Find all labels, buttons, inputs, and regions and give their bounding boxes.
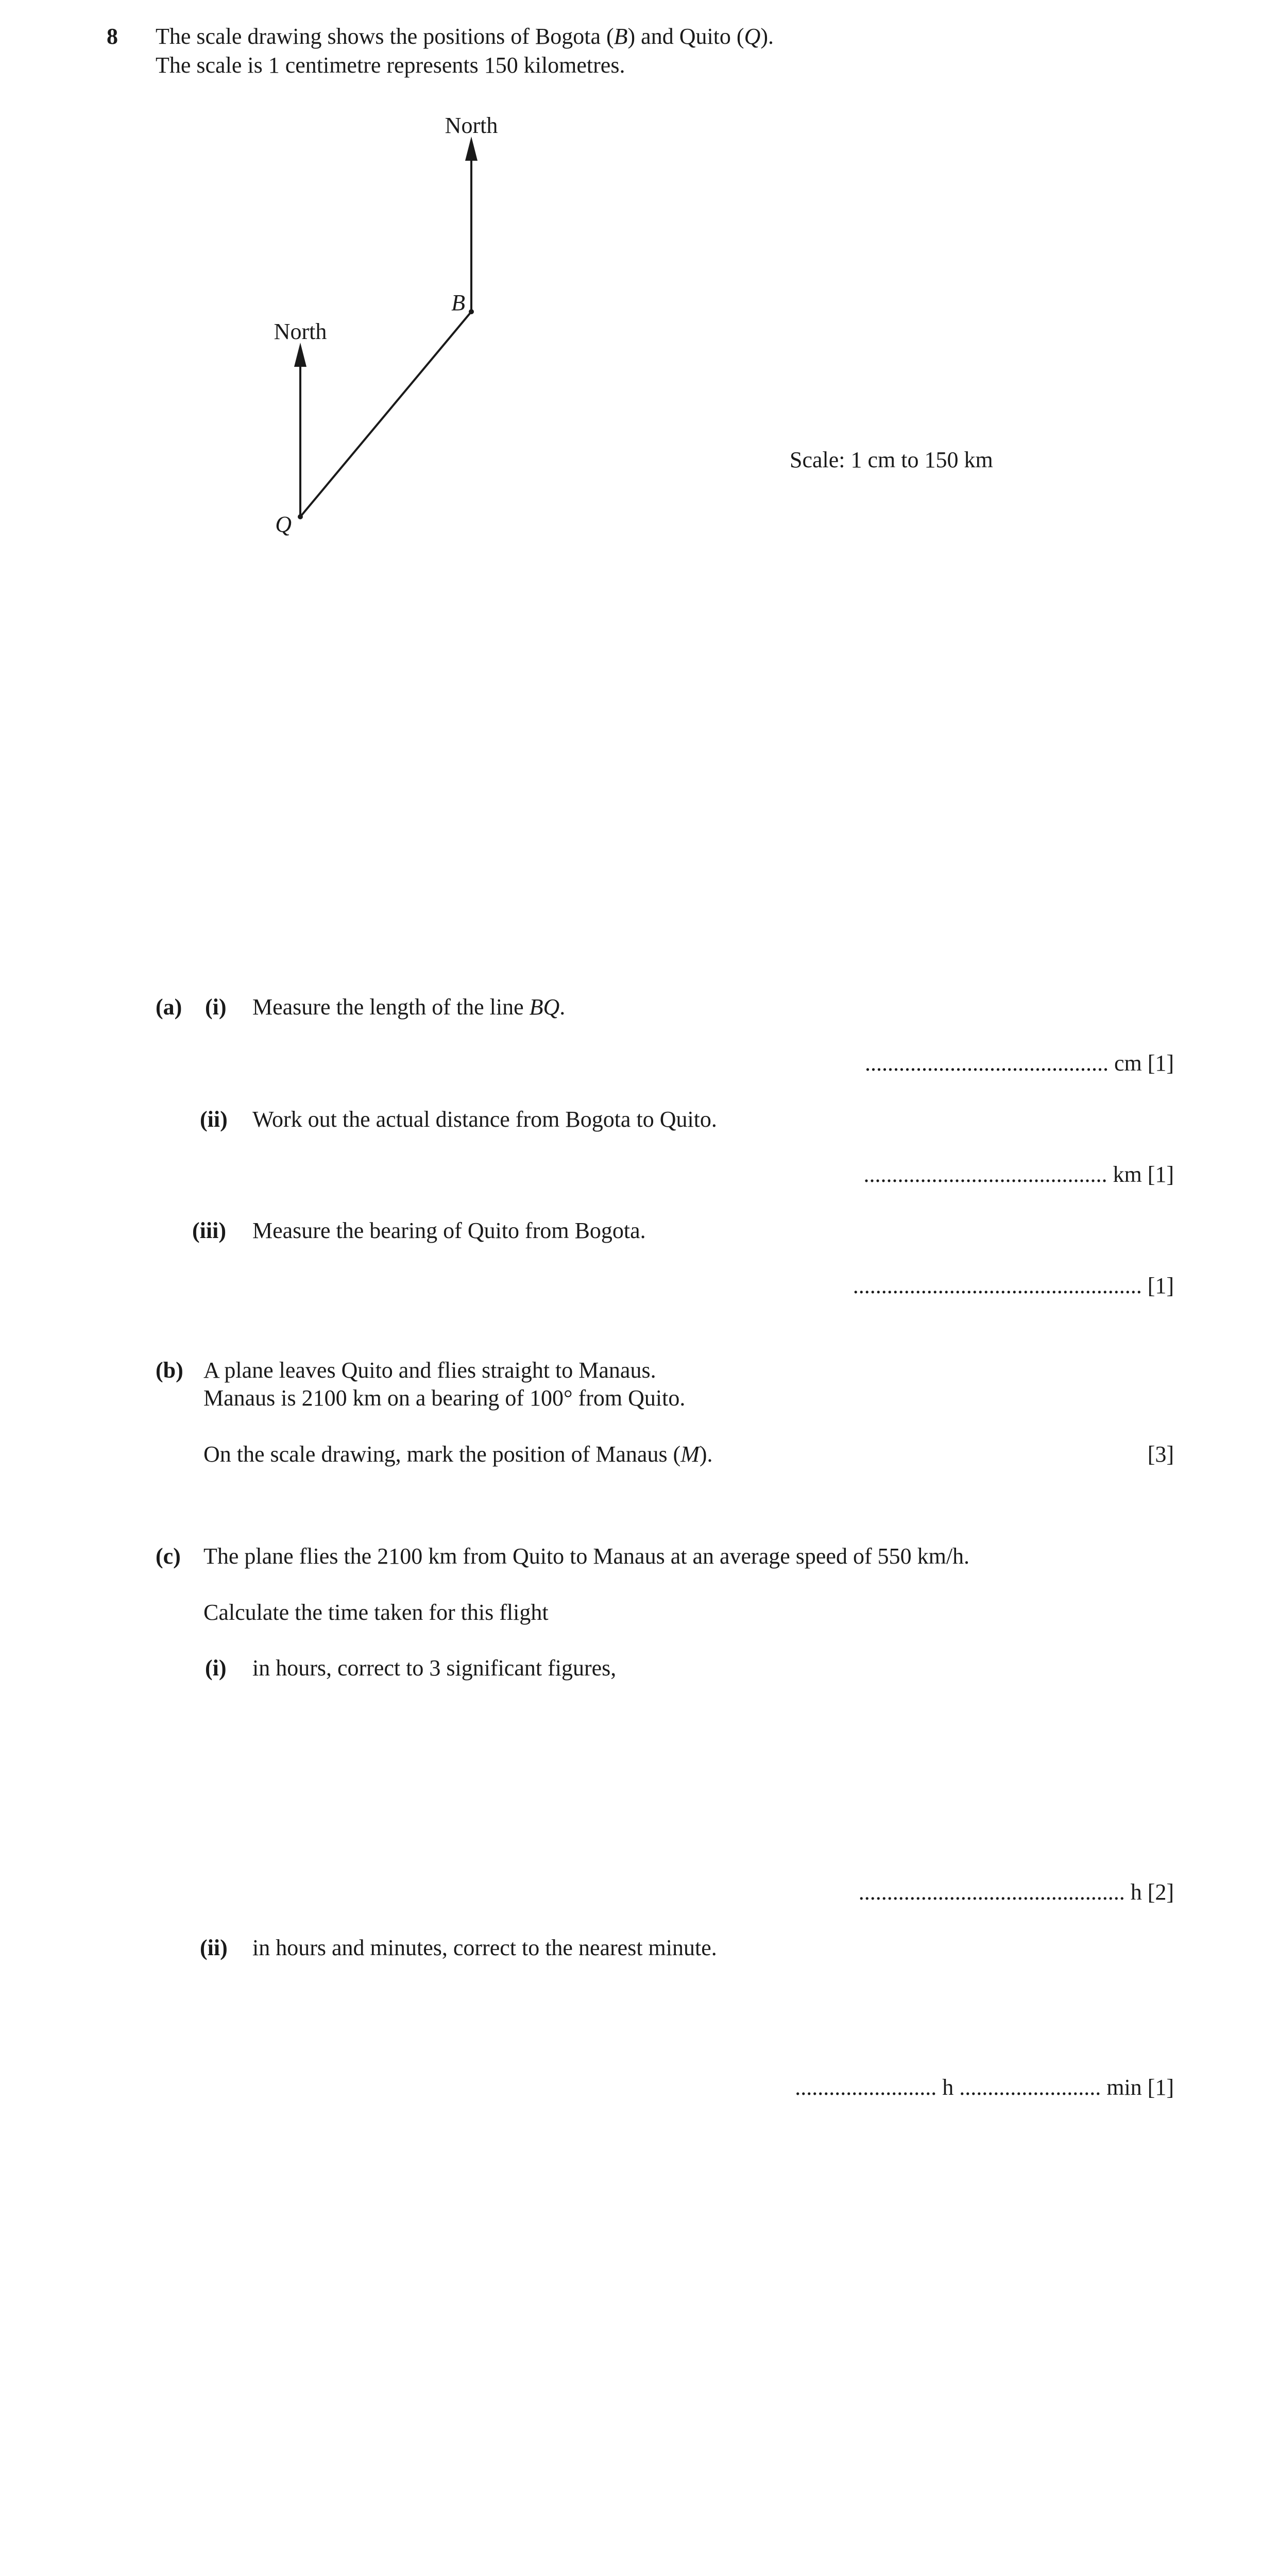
question-intro-line-1: The scale drawing shows the positions of Bogota (B) and Quito (Q). bbox=[156, 24, 774, 49]
label-b: B bbox=[451, 290, 465, 315]
north-arrowhead-q bbox=[294, 343, 306, 367]
part-b-label: (b) bbox=[156, 1358, 183, 1383]
part-b-line-1: A plane leaves Quito and flies straight to Manaus. bbox=[203, 1358, 656, 1383]
part-c-ii-text: in hours and minutes, correct to the nearest minute. bbox=[252, 1935, 717, 1960]
answer-line-a-i[interactable]: ........................................... cm [1] bbox=[864, 1050, 1174, 1076]
label-q: Q bbox=[275, 512, 292, 537]
scale-label: Scale: 1 cm to 150 km bbox=[790, 447, 993, 472]
part-b-marks: [3] bbox=[1147, 1442, 1174, 1467]
answer-line-c-i[interactable]: ............................................... h [2] bbox=[858, 1879, 1174, 1905]
part-a-iii-text: Measure the bearing of Quito from Bogota. bbox=[252, 1218, 646, 1243]
part-c-line-1: The plane flies the 2100 km from Quito to Manaus at an average speed of 550 km/h. bbox=[203, 1544, 970, 1569]
north-label-b: North bbox=[445, 113, 498, 138]
answer-line-a-ii[interactable]: ........................................... km [1] bbox=[863, 1162, 1174, 1187]
part-c-ii-label: (ii) bbox=[200, 1935, 228, 1960]
north-arrowhead-b bbox=[465, 137, 478, 161]
north-label-q: North bbox=[274, 319, 327, 344]
part-b-line-2: Manaus is 2100 km on a bearing of 100° from Quito. bbox=[203, 1385, 686, 1411]
part-a-i-label: (i) bbox=[205, 994, 227, 1020]
part-a-label: (a) bbox=[156, 994, 182, 1020]
part-a-ii-label: (ii) bbox=[200, 1107, 228, 1132]
answer-line-c-ii[interactable]: ......................... h ......................... min [1] bbox=[795, 2075, 1174, 2100]
question-number: 8 bbox=[107, 24, 118, 49]
part-c-label: (c) bbox=[156, 1544, 181, 1569]
answer-line-a-iii[interactable]: ................................................... [1] bbox=[853, 1273, 1174, 1298]
part-c-line-2: Calculate the time taken for this flight bbox=[203, 1600, 549, 1625]
part-a-iii-label: (iii) bbox=[192, 1218, 226, 1243]
point-b bbox=[469, 309, 474, 314]
scale-drawing bbox=[0, 0, 1278, 567]
point-q bbox=[298, 514, 303, 519]
part-a-ii-text: Work out the actual distance from Bogota to Quito. bbox=[252, 1107, 717, 1132]
part-b-line-3: On the scale drawing, mark the position of Manaus (M). bbox=[203, 1442, 713, 1467]
part-c-i-label: (i) bbox=[205, 1655, 227, 1681]
question-intro-line-2: The scale is 1 centimetre represents 150 kilometres. bbox=[156, 53, 625, 78]
part-a-i-text: Measure the length of the line BQ. bbox=[252, 994, 566, 1020]
part-c-i-text: in hours, correct to 3 significant figures, bbox=[252, 1655, 617, 1681]
